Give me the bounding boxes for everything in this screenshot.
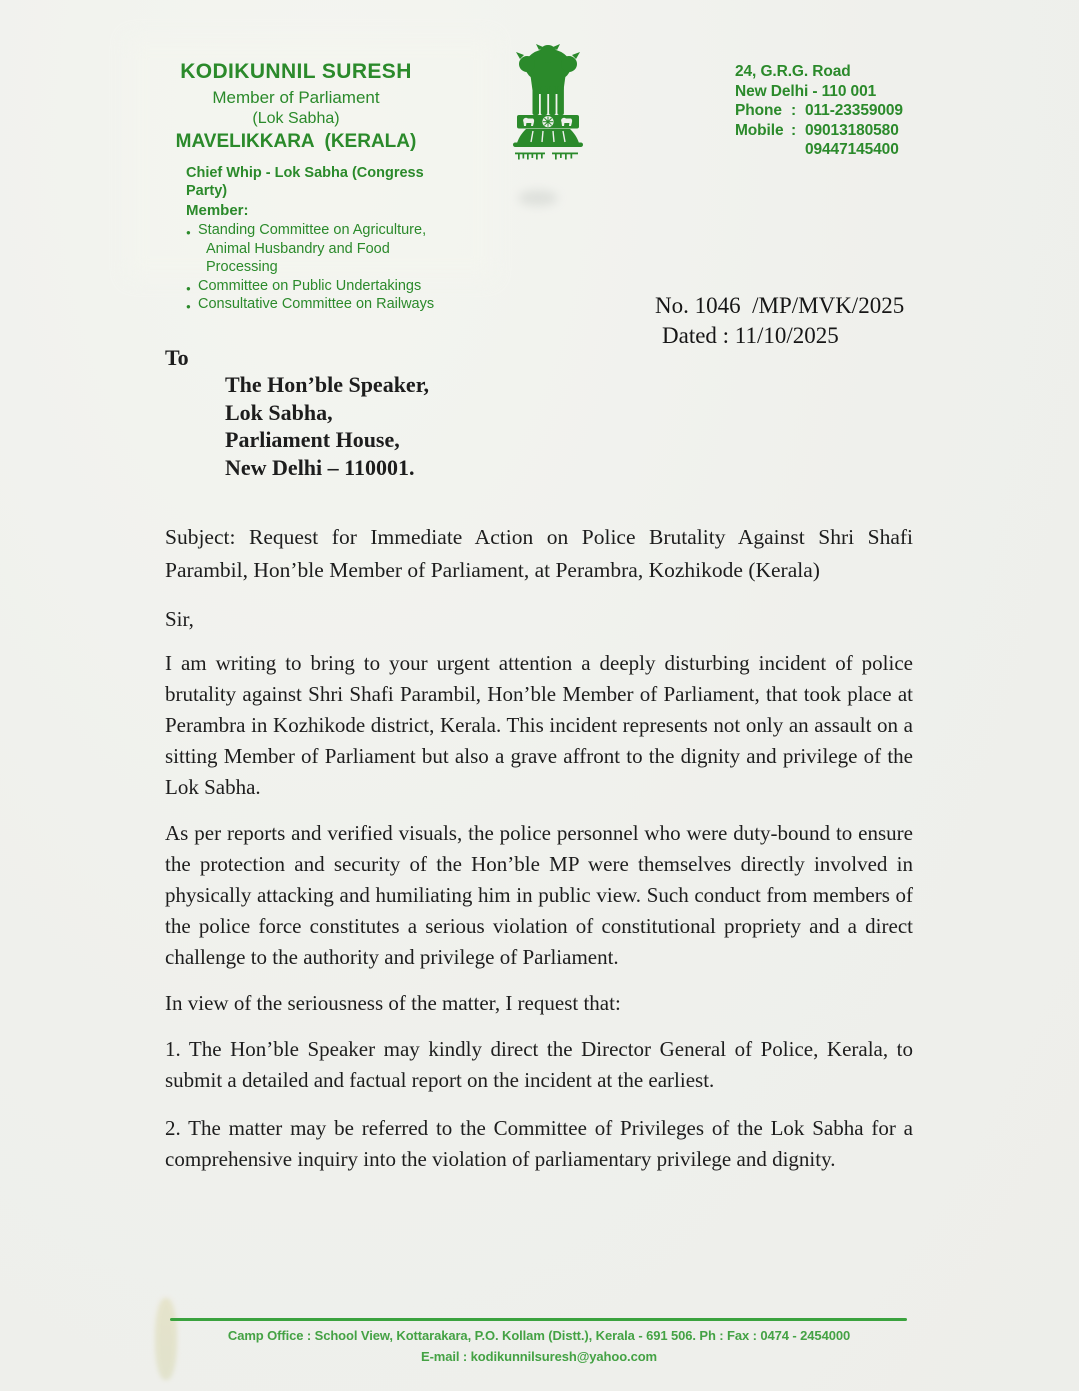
request-item: 1. The Hon’ble Speaker may kindly direct the Director General of Police, Kerala, to submit a detailed and factual report on the incident at the earliest.: [165, 1037, 913, 1092]
to-label: To: [165, 345, 189, 370]
sender-role: Chief Whip - Lok Sabha (Congress Party): [186, 165, 424, 199]
committee-item: ● Consultative Committee on Railways: [146, 295, 446, 314]
reference-block: [655, 291, 904, 351]
body-paragraph: In view of the seriousness of the matter, I request that:: [165, 991, 621, 1015]
body-paragraph: I am writing to bring to your urgent attention a deeply disturbing incident of police brutality against Shri Shafi Parambil, Hon’ble Member of Parliament, that took place at Perambra in Kozhikode district, Kerala. This incident represents not only an assault on a sitting Member of Parliament but also a grave affront to the dignity and privilege of the Lok Sabha.: [165, 651, 913, 799]
ashoka-emblem-icon: [496, 42, 600, 164]
mobile-number: 09013180580: [805, 121, 899, 139]
committee-list: [146, 221, 446, 314]
committee-item-continuation: Animal Husbandry and Food Processing: [206, 240, 390, 275]
phone-label: Phone: [735, 102, 782, 119]
phone-separator: :: [791, 102, 797, 119]
subject-line: Subject: Request for Immediate Action on Police Brutality Against Shri Shafi Parambil, Hon’ble Member of Parliament, at Perambra, Kozhikode (Kerala): [165, 525, 913, 582]
mobile-number: 09447145400: [805, 141, 899, 158]
camp-office-line: Camp Office : School View, Kottarakara, P.O. Kollam (Distt.), Kerala - 691 506. Ph : Fax : 0474 - 2454000: [227, 1328, 851, 1343]
emblem-motto: [0, 0, 1, 1]
body-paragraph: As per reports and verified visuals, the police personnel who were duty-bound to ensure the protection and security of the Hon’ble MP were themselves directly involved in physically attacking and humiliating him in public view. Such conduct from members of the police force constitutes a serious violation of constitutional propriety and a direct challenge to the authority and privilege of Parliament.: [165, 821, 913, 969]
sender-constituency: MAVELIKKARA (KERALA): [175, 131, 417, 152]
sender-name: KODIKUNNIL SURESH: [180, 60, 412, 83]
recipient-address: [225, 371, 913, 481]
recipient-line: Parliament House,: [225, 427, 400, 452]
mobile-row: [735, 121, 903, 160]
request-item: 2. The matter may be referred to the Committee of Privileges of the Lok Sabha for a comprehensive inquiry into the violation of parliamentary privilege and dignity.: [165, 1116, 913, 1171]
office-address-line: 24, G.R.G. Road: [735, 63, 851, 80]
office-address-line: New Delhi - 110 001: [735, 82, 877, 100]
scan-smudge: [518, 190, 558, 206]
letterhead-sender-block: [146, 60, 446, 314]
mobile-numbers: [805, 121, 899, 160]
recipient-line: The Hon’ble Speaker,: [225, 372, 429, 397]
reference-number: No. 1046 /MP/MVK/2025: [655, 293, 905, 318]
committee-item: ● Standing Committee on Agriculture,: [146, 221, 446, 240]
footer-divider: [170, 1318, 907, 1321]
member-heading: Member:: [186, 202, 249, 219]
sender-designation: Member of Parliament: [212, 88, 380, 107]
letterhead-contact-block: [735, 62, 903, 160]
email-line: E-mail : kodikunnilsuresh@yahoo.com: [421, 1348, 657, 1364]
salutation: Sir,: [165, 607, 194, 631]
reference-date: Dated : 11/10/2025: [662, 323, 839, 348]
recipient-line: Lok Sabha,: [225, 399, 333, 425]
recipient-line: New Delhi – 110001.: [225, 454, 415, 480]
letter-body: [165, 344, 913, 1175]
phone-number: 011-23359009: [805, 102, 903, 119]
sender-house: (Lok Sabha): [252, 110, 340, 127]
phone-row: [735, 101, 903, 121]
mobile-separator: :: [791, 121, 797, 139]
committee-item: ● Committee on Public Undertakings: [146, 277, 446, 296]
footer-block: [150, 1326, 928, 1367]
mobile-label: Mobile: [735, 121, 784, 139]
